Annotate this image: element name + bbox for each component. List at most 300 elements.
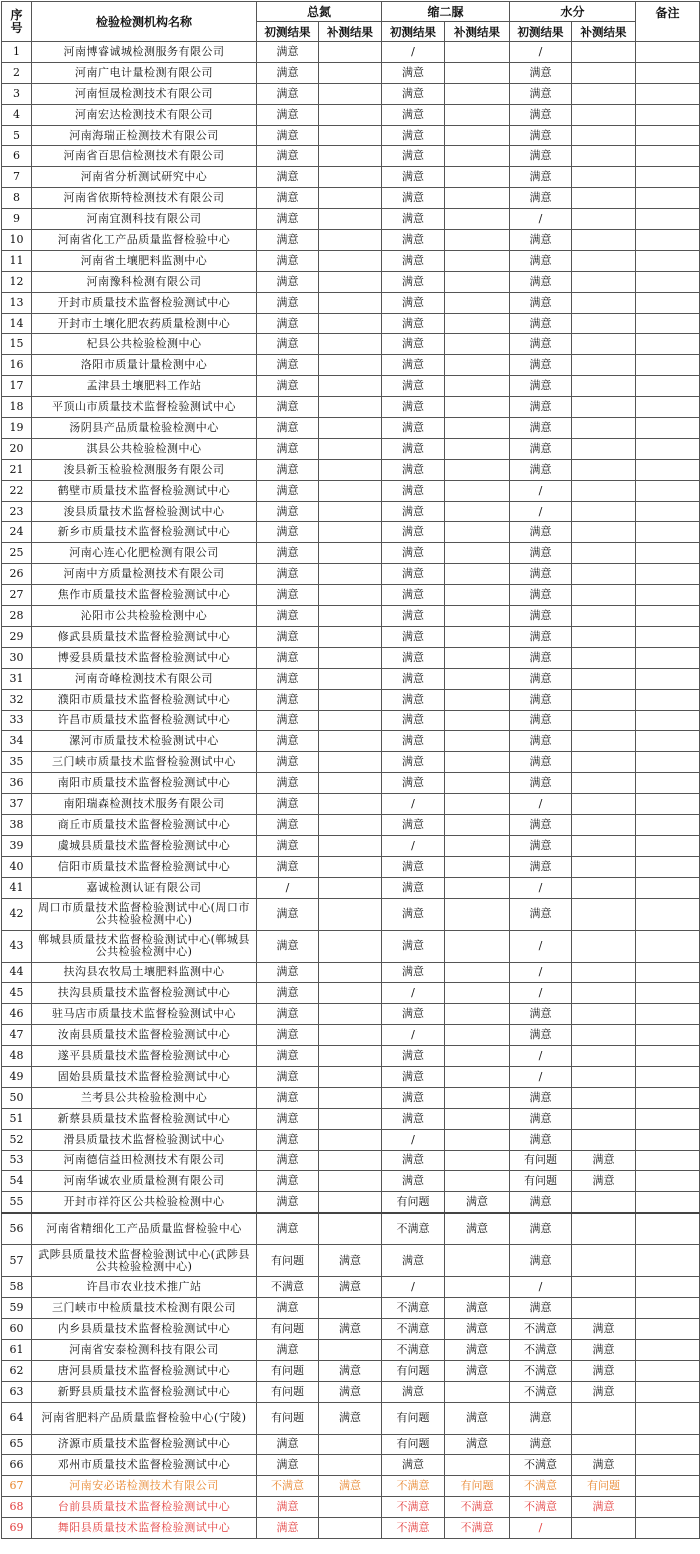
biuret-retest-cell: 不满意 xyxy=(445,1518,510,1539)
remark-cell xyxy=(636,585,700,606)
remark-cell xyxy=(636,1087,700,1108)
biuret-retest-cell xyxy=(445,835,510,856)
remark-cell xyxy=(636,543,700,564)
tn-retest-cell xyxy=(319,1518,382,1539)
tn-initial-cell: 满意 xyxy=(257,1025,319,1046)
seq-cell: 12 xyxy=(2,271,32,292)
tn-initial-cell: 有问题 xyxy=(257,1360,319,1381)
org-name-cell: 河南德信益田检测技术有限公司 xyxy=(32,1150,257,1171)
tn-initial-cell: 满意 xyxy=(257,125,319,146)
seq-cell: 58 xyxy=(2,1277,32,1298)
org-name-cell: 武陟县质量技术监督检验测试中心(武陟县公共检验检测中心) xyxy=(32,1245,257,1277)
moisture-initial-cell: 满意 xyxy=(510,376,572,397)
table-row xyxy=(2,1455,700,1476)
moisture-retest-cell xyxy=(572,752,636,773)
biuret-initial-cell: 满意 xyxy=(382,292,445,313)
org-name-cell: 三门峡市中检质量技术检测有限公司 xyxy=(32,1298,257,1319)
remark-cell xyxy=(636,1171,700,1192)
biuret-initial-cell: 满意 xyxy=(382,1108,445,1129)
biuret-retest-cell xyxy=(445,397,510,418)
seq-cell: 32 xyxy=(2,689,32,710)
moisture-retest-cell xyxy=(572,1213,636,1245)
remark-cell xyxy=(636,1455,700,1476)
tn-initial-cell: 满意 xyxy=(257,668,319,689)
org-name-cell: 嘉诚检测认证有限公司 xyxy=(32,877,257,898)
biuret-retest-cell xyxy=(445,292,510,313)
tn-initial-cell: 满意 xyxy=(257,585,319,606)
tn-initial-cell: 有问题 xyxy=(257,1245,319,1277)
moisture-initial-cell: 满意 xyxy=(510,668,572,689)
biuret-initial-cell: / xyxy=(382,983,445,1004)
remark-cell xyxy=(636,626,700,647)
moisture-initial-cell: 满意 xyxy=(510,438,572,459)
org-name-cell: 南阳市质量技术监督检验测试中心 xyxy=(32,773,257,794)
biuret-retest-cell xyxy=(445,62,510,83)
moisture-initial-cell: 满意 xyxy=(510,564,572,585)
seq-cell: 1 xyxy=(2,42,32,63)
moisture-initial-cell: / xyxy=(510,962,572,983)
header-retest: 补测结果 xyxy=(572,22,636,42)
remark-cell xyxy=(636,814,700,835)
biuret-initial-cell: 满意 xyxy=(382,1245,445,1277)
tn-retest-cell: 满意 xyxy=(319,1476,382,1497)
tn-initial-cell: 满意 xyxy=(257,647,319,668)
seq-cell: 35 xyxy=(2,752,32,773)
biuret-retest-cell xyxy=(445,626,510,647)
biuret-initial-cell: 满意 xyxy=(382,62,445,83)
tn-initial-cell: 满意 xyxy=(257,188,319,209)
table-row xyxy=(2,459,700,480)
remark-cell xyxy=(636,146,700,167)
remark-cell xyxy=(636,334,700,355)
biuret-initial-cell: 满意 xyxy=(382,1046,445,1067)
biuret-initial-cell: 不满意 xyxy=(382,1476,445,1497)
moisture-initial-cell: 满意 xyxy=(510,1129,572,1150)
moisture-retest-cell: 满意 xyxy=(572,1318,636,1339)
remark-cell xyxy=(636,1360,700,1381)
header-biuret: 缩二脲 xyxy=(382,2,510,22)
table-row xyxy=(2,313,700,334)
moisture-retest-cell xyxy=(572,1277,636,1298)
org-name-cell: 沁阳市公共检验检测中心 xyxy=(32,606,257,627)
table-row xyxy=(2,1245,700,1277)
tn-initial-cell: 满意 xyxy=(257,209,319,230)
biuret-initial-cell: 满意 xyxy=(382,313,445,334)
remark-cell xyxy=(636,188,700,209)
table-row xyxy=(2,355,700,376)
biuret-retest-cell xyxy=(445,773,510,794)
remark-cell xyxy=(636,1476,700,1497)
tn-initial-cell: 满意 xyxy=(257,1171,319,1192)
biuret-retest-cell: 满意 xyxy=(445,1339,510,1360)
org-name-cell: 河南省依斯特检测技术有限公司 xyxy=(32,188,257,209)
tn-initial-cell: 满意 xyxy=(257,167,319,188)
seq-cell: 40 xyxy=(2,856,32,877)
table-row xyxy=(2,1004,700,1025)
moisture-retest-cell xyxy=(572,710,636,731)
moisture-initial-cell: 满意 xyxy=(510,167,572,188)
remark-cell xyxy=(636,606,700,627)
biuret-initial-cell: 满意 xyxy=(382,814,445,835)
moisture-initial-cell: / xyxy=(510,42,572,63)
tn-retest-cell xyxy=(319,1150,382,1171)
moisture-retest-cell xyxy=(572,146,636,167)
seq-cell: 33 xyxy=(2,710,32,731)
seq-cell: 37 xyxy=(2,794,32,815)
seq-cell: 27 xyxy=(2,585,32,606)
remark-cell xyxy=(636,522,700,543)
biuret-retest-cell xyxy=(445,1046,510,1067)
moisture-retest-cell xyxy=(572,522,636,543)
remark-cell xyxy=(636,1066,700,1087)
table-row xyxy=(2,647,700,668)
moisture-initial-cell: 满意 xyxy=(510,1087,572,1108)
moisture-initial-cell: / xyxy=(510,983,572,1004)
moisture-retest-cell xyxy=(572,930,636,962)
table-row xyxy=(2,626,700,647)
moisture-retest-cell xyxy=(572,1402,636,1434)
tn-initial-cell: 满意 xyxy=(257,983,319,1004)
org-name-cell: 淇县公共检验检测中心 xyxy=(32,438,257,459)
moisture-retest-cell xyxy=(572,438,636,459)
seq-cell: 43 xyxy=(2,930,32,962)
seq-cell: 55 xyxy=(2,1192,32,1213)
org-name-cell: 开封市祥符区公共检验检测中心 xyxy=(32,1192,257,1213)
moisture-retest-cell: 满意 xyxy=(572,1455,636,1476)
org-name-cell: 唐河县质量技术监督检验测试中心 xyxy=(32,1360,257,1381)
tn-initial-cell: 满意 xyxy=(257,438,319,459)
biuret-retest-cell xyxy=(445,42,510,63)
tn-retest-cell xyxy=(319,1046,382,1067)
org-name-cell: 河南安必诺检测技术有限公司 xyxy=(32,1476,257,1497)
moisture-retest-cell xyxy=(572,668,636,689)
remark-cell xyxy=(636,1434,700,1455)
seq-cell: 38 xyxy=(2,814,32,835)
seq-cell: 45 xyxy=(2,983,32,1004)
moisture-retest-cell xyxy=(572,585,636,606)
moisture-initial-cell: 满意 xyxy=(510,250,572,271)
tn-retest-cell xyxy=(319,1066,382,1087)
biuret-initial-cell: 满意 xyxy=(382,710,445,731)
org-name-cell: 平顶山市质量技术监督检验测试中心 xyxy=(32,397,257,418)
tn-initial-cell: 满意 xyxy=(257,83,319,104)
tn-retest-cell xyxy=(319,668,382,689)
tn-initial-cell: 满意 xyxy=(257,1434,319,1455)
moisture-retest-cell xyxy=(572,689,636,710)
biuret-retest-cell: 不满意 xyxy=(445,1497,510,1518)
org-name-cell: 河南博睿诚城检测服务有限公司 xyxy=(32,42,257,63)
org-name-cell: 开封市土壤化肥农药质量检测中心 xyxy=(32,313,257,334)
moisture-initial-cell: 有问题 xyxy=(510,1150,572,1171)
biuret-initial-cell: 满意 xyxy=(382,543,445,564)
tn-retest-cell xyxy=(319,856,382,877)
tn-retest-cell xyxy=(319,104,382,125)
seq-cell: 13 xyxy=(2,292,32,313)
biuret-retest-cell xyxy=(445,355,510,376)
remark-cell xyxy=(636,418,700,439)
org-name-cell: 濮阳市质量技术监督检验测试中心 xyxy=(32,689,257,710)
biuret-retest-cell xyxy=(445,710,510,731)
tn-initial-cell: 满意 xyxy=(257,62,319,83)
tn-initial-cell: 满意 xyxy=(257,1066,319,1087)
moisture-initial-cell: / xyxy=(510,794,572,815)
moisture-retest-cell xyxy=(572,209,636,230)
moisture-initial-cell: 满意 xyxy=(510,626,572,647)
table-row xyxy=(2,522,700,543)
biuret-initial-cell: / xyxy=(382,1129,445,1150)
tn-retest-cell xyxy=(319,1004,382,1025)
table-row xyxy=(2,898,700,930)
org-name-cell: 杞县公共检验检测中心 xyxy=(32,334,257,355)
seq-cell: 41 xyxy=(2,877,32,898)
org-name-cell: 郸城县质量技术监督检验测试中心(郸城县公共检验检测中心) xyxy=(32,930,257,962)
tn-retest-cell xyxy=(319,930,382,962)
biuret-initial-cell: 有问题 xyxy=(382,1192,445,1213)
seq-cell: 61 xyxy=(2,1339,32,1360)
tn-initial-cell: 满意 xyxy=(257,543,319,564)
biuret-retest-cell xyxy=(445,647,510,668)
tn-initial-cell: 满意 xyxy=(257,230,319,251)
tn-retest-cell xyxy=(319,835,382,856)
tn-initial-cell: 有问题 xyxy=(257,1402,319,1434)
moisture-initial-cell: 不满意 xyxy=(510,1318,572,1339)
biuret-retest-cell xyxy=(445,930,510,962)
tn-retest-cell xyxy=(319,689,382,710)
moisture-initial-cell: 满意 xyxy=(510,230,572,251)
table-row xyxy=(2,1171,700,1192)
org-name-cell: 河南省精细化工产品质量监督检验中心 xyxy=(32,1213,257,1245)
seq-cell: 17 xyxy=(2,376,32,397)
table-row xyxy=(2,1318,700,1339)
remark-cell xyxy=(636,689,700,710)
moisture-initial-cell: 满意 xyxy=(510,188,572,209)
table-row xyxy=(2,1360,700,1381)
org-name-cell: 河南奇峰检测技术有限公司 xyxy=(32,668,257,689)
biuret-retest-cell xyxy=(445,1066,510,1087)
biuret-initial-cell: 满意 xyxy=(382,856,445,877)
tn-retest-cell xyxy=(319,794,382,815)
biuret-initial-cell: 满意 xyxy=(382,418,445,439)
biuret-retest-cell xyxy=(445,83,510,104)
tn-initial-cell: 满意 xyxy=(257,835,319,856)
tn-retest-cell xyxy=(319,146,382,167)
moisture-retest-cell xyxy=(572,1066,636,1087)
tn-retest-cell xyxy=(319,62,382,83)
moisture-retest-cell xyxy=(572,104,636,125)
moisture-retest-cell xyxy=(572,1004,636,1025)
header-moisture: 水分 xyxy=(510,2,636,22)
tn-initial-cell: 有问题 xyxy=(257,1381,319,1402)
org-name-cell: 浚县新玉检验检测服务有限公司 xyxy=(32,459,257,480)
biuret-retest-cell xyxy=(445,438,510,459)
tn-initial-cell: 满意 xyxy=(257,146,319,167)
moisture-initial-cell: 满意 xyxy=(510,125,572,146)
table-row xyxy=(2,1518,700,1539)
table-row xyxy=(2,1129,700,1150)
biuret-retest-cell: 满意 xyxy=(445,1298,510,1319)
remark-cell xyxy=(636,983,700,1004)
tn-retest-cell xyxy=(319,752,382,773)
biuret-initial-cell: 满意 xyxy=(382,104,445,125)
table-row xyxy=(2,543,700,564)
remark-cell xyxy=(636,1497,700,1518)
moisture-retest-cell xyxy=(572,83,636,104)
biuret-initial-cell: 满意 xyxy=(382,1066,445,1087)
biuret-retest-cell xyxy=(445,585,510,606)
moisture-retest-cell xyxy=(572,898,636,930)
biuret-retest-cell xyxy=(445,752,510,773)
seq-cell: 42 xyxy=(2,898,32,930)
biuret-retest-cell xyxy=(445,230,510,251)
biuret-retest-cell xyxy=(445,564,510,585)
remark-cell xyxy=(636,962,700,983)
table-row xyxy=(2,564,700,585)
moisture-initial-cell: 满意 xyxy=(510,355,572,376)
table-row xyxy=(2,689,700,710)
org-name-cell: 新蔡县质量技术监督检验测试中心 xyxy=(32,1108,257,1129)
moisture-initial-cell: 满意 xyxy=(510,898,572,930)
biuret-initial-cell: 不满意 xyxy=(382,1497,445,1518)
remark-cell xyxy=(636,438,700,459)
moisture-initial-cell: 满意 xyxy=(510,397,572,418)
biuret-retest-cell xyxy=(445,1381,510,1402)
biuret-initial-cell: / xyxy=(382,1025,445,1046)
seq-cell: 26 xyxy=(2,564,32,585)
table-row xyxy=(2,710,700,731)
remark-cell xyxy=(636,1245,700,1277)
moisture-initial-cell: 满意 xyxy=(510,83,572,104)
tn-initial-cell: 满意 xyxy=(257,773,319,794)
biuret-initial-cell: 满意 xyxy=(382,501,445,522)
biuret-retest-cell: 满意 xyxy=(445,1360,510,1381)
seq-cell: 30 xyxy=(2,647,32,668)
seq-cell: 66 xyxy=(2,1455,32,1476)
remark-cell xyxy=(636,1046,700,1067)
seq-cell: 52 xyxy=(2,1129,32,1150)
org-name-cell: 浚县质量技术监督检验测试中心 xyxy=(32,501,257,522)
seq-cell: 50 xyxy=(2,1087,32,1108)
remark-cell xyxy=(636,313,700,334)
moisture-initial-cell: 有问题 xyxy=(510,1171,572,1192)
header-seq: 序号 xyxy=(2,2,32,42)
org-name-cell: 舞阳县质量技术监督检验测试中心 xyxy=(32,1518,257,1539)
moisture-initial-cell: 满意 xyxy=(510,1004,572,1025)
org-name-cell: 台前县质量技术监督检验测试中心 xyxy=(32,1497,257,1518)
remark-cell xyxy=(636,835,700,856)
moisture-initial-cell: 不满意 xyxy=(510,1497,572,1518)
moisture-retest-cell xyxy=(572,564,636,585)
remark-cell xyxy=(636,459,700,480)
moisture-initial-cell: 满意 xyxy=(510,1298,572,1319)
tn-initial-cell: 满意 xyxy=(257,752,319,773)
seq-cell: 9 xyxy=(2,209,32,230)
tn-initial-cell: 满意 xyxy=(257,250,319,271)
tn-retest-cell xyxy=(319,438,382,459)
moisture-initial-cell: 满意 xyxy=(510,585,572,606)
seq-cell: 60 xyxy=(2,1318,32,1339)
tn-retest-cell xyxy=(319,83,382,104)
seq-cell: 39 xyxy=(2,835,32,856)
biuret-initial-cell: 满意 xyxy=(382,1087,445,1108)
seq-cell: 5 xyxy=(2,125,32,146)
remark-cell xyxy=(636,480,700,501)
tn-retest-cell xyxy=(319,313,382,334)
moisture-retest-cell xyxy=(572,877,636,898)
remark-cell xyxy=(636,250,700,271)
moisture-initial-cell: 满意 xyxy=(510,606,572,627)
remark-cell xyxy=(636,292,700,313)
org-name-cell: 孟津县土壤肥料工作站 xyxy=(32,376,257,397)
tn-retest-cell: 满意 xyxy=(319,1360,382,1381)
moisture-retest-cell xyxy=(572,42,636,63)
table-row xyxy=(2,1339,700,1360)
biuret-initial-cell: 满意 xyxy=(382,668,445,689)
biuret-initial-cell: 满意 xyxy=(382,209,445,230)
remark-cell xyxy=(636,1381,700,1402)
moisture-initial-cell: / xyxy=(510,877,572,898)
table-row xyxy=(2,62,700,83)
remark-cell xyxy=(636,230,700,251)
seq-cell: 49 xyxy=(2,1066,32,1087)
org-name-cell: 河南宜测科技有限公司 xyxy=(32,209,257,230)
seq-cell: 65 xyxy=(2,1434,32,1455)
seq-cell: 29 xyxy=(2,626,32,647)
moisture-retest-cell xyxy=(572,1025,636,1046)
biuret-retest-cell xyxy=(445,1455,510,1476)
biuret-initial-cell: 满意 xyxy=(382,626,445,647)
remark-cell xyxy=(636,83,700,104)
biuret-retest-cell xyxy=(445,1108,510,1129)
table-body xyxy=(2,42,700,1539)
moisture-retest-cell xyxy=(572,1108,636,1129)
biuret-initial-cell: 不满意 xyxy=(382,1298,445,1319)
seq-cell: 15 xyxy=(2,334,32,355)
seq-cell: 59 xyxy=(2,1298,32,1319)
biuret-retest-cell xyxy=(445,898,510,930)
seq-cell: 67 xyxy=(2,1476,32,1497)
moisture-initial-cell: 满意 xyxy=(510,689,572,710)
moisture-initial-cell: 满意 xyxy=(510,1213,572,1245)
moisture-retest-cell xyxy=(572,459,636,480)
org-name-cell: 鹤壁市质量技术监督检验测试中心 xyxy=(32,480,257,501)
org-name-cell: 河南中方质量检测技术有限公司 xyxy=(32,564,257,585)
moisture-retest-cell: 有问题 xyxy=(572,1476,636,1497)
biuret-retest-cell xyxy=(445,480,510,501)
biuret-initial-cell: / xyxy=(382,1277,445,1298)
tn-retest-cell xyxy=(319,271,382,292)
remark-cell xyxy=(636,794,700,815)
moisture-retest-cell xyxy=(572,731,636,752)
tn-initial-cell: 满意 xyxy=(257,376,319,397)
table-row xyxy=(2,1497,700,1518)
tn-retest-cell xyxy=(319,334,382,355)
biuret-retest-cell xyxy=(445,1245,510,1277)
seq-cell: 3 xyxy=(2,83,32,104)
seq-cell: 20 xyxy=(2,438,32,459)
seq-cell: 14 xyxy=(2,313,32,334)
org-name-cell: 河南豫科检测有限公司 xyxy=(32,271,257,292)
tn-retest-cell xyxy=(319,1192,382,1213)
moisture-retest-cell xyxy=(572,543,636,564)
moisture-initial-cell: / xyxy=(510,1046,572,1067)
table-row xyxy=(2,773,700,794)
org-name-cell: 河南省分析测试研究中心 xyxy=(32,167,257,188)
remark-cell xyxy=(636,668,700,689)
biuret-retest-cell: 有问题 xyxy=(445,1476,510,1497)
table-row xyxy=(2,1381,700,1402)
biuret-initial-cell: 满意 xyxy=(382,606,445,627)
tn-retest-cell xyxy=(319,814,382,835)
